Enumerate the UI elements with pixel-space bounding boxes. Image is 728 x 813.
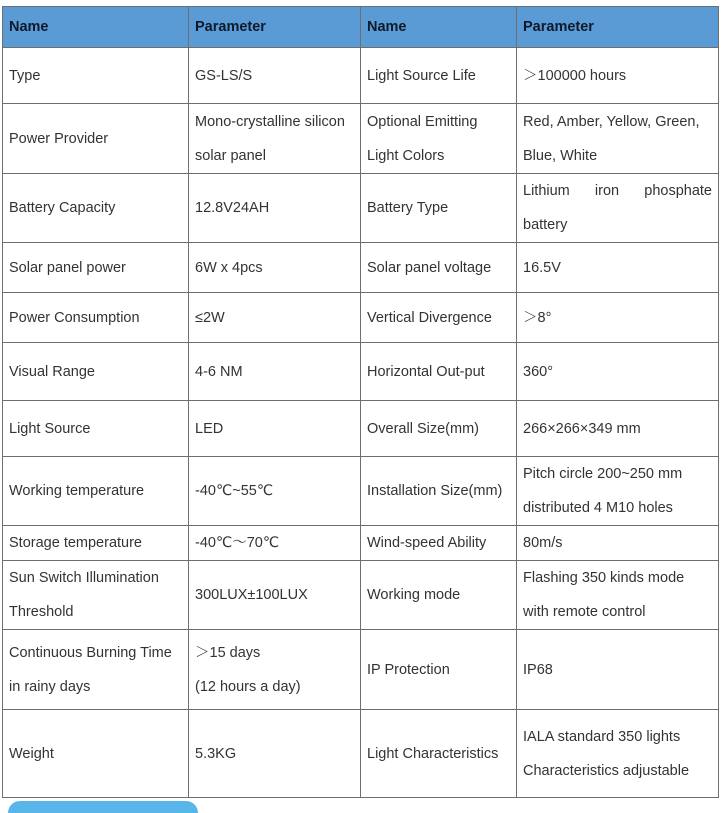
- parameter-cell-right: [517, 343, 719, 401]
- parameter-cell-left: [189, 710, 361, 798]
- table-row: [3, 174, 719, 243]
- parameter-cell-right: [517, 526, 719, 561]
- name-cell-right: [361, 174, 517, 243]
- cell-text-line: Power Provider: [9, 130, 109, 147]
- cell-text-line: Working temperature: [9, 483, 145, 499]
- cell-text-line: LED: [195, 420, 224, 437]
- cell-text-line: Mono-crystalline silicon: [195, 113, 345, 130]
- name-cell-right: [361, 104, 517, 174]
- header-parameter-1: Parameter: [189, 7, 361, 48]
- cell-text-line: solar panel: [195, 147, 266, 164]
- table-row: [3, 457, 719, 526]
- cell-text-line: Characteristics adjustable: [523, 762, 690, 779]
- cell-text-line: 5.3KG: [195, 745, 237, 762]
- name-cell-left: [3, 710, 189, 798]
- cell-text-line: battery: [523, 217, 568, 233]
- parameter-cell-right: [517, 293, 719, 343]
- cell-text-line: GS-LS/S: [195, 67, 253, 84]
- cell-text-line: Solar panel voltage: [367, 259, 492, 276]
- cell-text-line: 80m/s: [523, 535, 563, 551]
- name-cell-left: [3, 457, 189, 526]
- cell-text-line: (12 hours a day): [195, 678, 301, 695]
- cell-text-line: Pitch circle 200~250 mm: [523, 466, 683, 482]
- spec-table-body: [3, 48, 719, 798]
- cell-text-line: -40℃~55℃: [195, 483, 274, 499]
- cell-text-line: 4-6 NM: [195, 363, 243, 380]
- header-parameter-2: Parameter: [517, 7, 719, 48]
- cell-text-line: Flashing 350 kinds mode: [523, 570, 685, 586]
- cell-text-line: Overall Size(mm): [367, 420, 479, 437]
- cell-text-line: 12.8V24AH: [195, 200, 270, 216]
- cell-text-line: Light Source: [9, 420, 91, 437]
- cell-text-line: Continuous Burning Time: [9, 644, 172, 661]
- table-row: [3, 561, 719, 630]
- cell-text-line: Installation Size(mm): [367, 483, 503, 499]
- cell-text-line: Threshold: [9, 604, 74, 620]
- parameter-cell-right: [517, 710, 719, 798]
- parameter-cell-left: [189, 561, 361, 630]
- table-row: [3, 104, 719, 174]
- parameter-cell-right: [517, 630, 719, 710]
- cell-text-line: ＞100000 hours: [523, 67, 627, 84]
- name-cell-right: [361, 526, 517, 561]
- name-cell-right: [361, 293, 517, 343]
- cell-text-line: 360°: [523, 363, 553, 380]
- name-cell-right: [361, 243, 517, 293]
- cell-text-line: ＞15 days: [195, 644, 261, 661]
- cell-text-line: -40℃～70℃: [195, 535, 280, 551]
- cell-text-line: 300LUX±100LUX: [195, 587, 308, 603]
- parameter-cell-right: [517, 243, 719, 293]
- table-row: [3, 343, 719, 401]
- name-cell-left: [3, 343, 189, 401]
- parameter-cell-left: [189, 526, 361, 561]
- parameter-cell-left: [189, 293, 361, 343]
- cell-text-line: Light Colors: [367, 147, 445, 164]
- table-row: [3, 293, 719, 343]
- name-cell-right: [361, 561, 517, 630]
- header-name-2: Name: [361, 7, 517, 48]
- parameter-cell-left: [189, 174, 361, 243]
- name-cell-right: [361, 48, 517, 104]
- header-name-1: Name: [3, 7, 189, 48]
- parameter-cell-right: [517, 104, 719, 174]
- cell-text-line: Storage temperature: [9, 535, 142, 551]
- cell-text-line: Power Consumption: [9, 309, 140, 326]
- name-cell-left: [3, 561, 189, 630]
- parameter-cell-left: [189, 343, 361, 401]
- cell-text-line: Horizontal Out-put: [367, 363, 485, 380]
- cell-text-line: Red, Amber, Yellow, Green,: [523, 113, 700, 130]
- cell-text-line: Blue, White: [523, 147, 598, 164]
- name-cell-left: [3, 526, 189, 561]
- cell-text-line: Working mode: [367, 587, 461, 603]
- cell-text-line: IALA standard 350 lights: [523, 728, 681, 745]
- name-cell-left: [3, 401, 189, 457]
- parameter-cell-left: [189, 401, 361, 457]
- cell-text-line: 266×266×349 mm: [523, 420, 641, 437]
- name-cell-left: [3, 630, 189, 710]
- cell-text-line: IP Protection: [367, 661, 450, 678]
- cell-text-line: with remote control: [523, 604, 646, 620]
- name-cell-right: [361, 401, 517, 457]
- cell-text-line: Optional Emitting: [367, 113, 478, 130]
- table-row: [3, 630, 719, 710]
- header-row: [3, 7, 719, 48]
- parameter-cell-left: [189, 104, 361, 174]
- cell-text-line: Type: [9, 67, 41, 84]
- cell-text-line: IP68: [523, 661, 553, 678]
- table-row: [3, 526, 719, 561]
- bottom-tab-decoration: [8, 801, 198, 813]
- name-cell-right: [361, 710, 517, 798]
- parameter-cell-right: [517, 48, 719, 104]
- parameter-cell-right: [517, 457, 719, 526]
- cell-text-line: Battery Type: [367, 200, 449, 216]
- cell-text-line: 16.5V: [523, 259, 561, 276]
- cell-text-line: Sun Switch Illumination: [9, 570, 159, 586]
- cell-text-line: Wind-speed Ability: [367, 535, 487, 551]
- parameter-cell-right: [517, 174, 719, 243]
- cell-text-line: Solar panel power: [9, 259, 126, 276]
- name-cell-left: [3, 104, 189, 174]
- table-row: [3, 243, 719, 293]
- table-row: [3, 710, 719, 798]
- table-row: [3, 48, 719, 104]
- cell-text-line: Light Characteristics: [367, 745, 499, 762]
- name-cell-right: [361, 343, 517, 401]
- parameter-cell-left: [189, 457, 361, 526]
- parameter-cell-left: [189, 243, 361, 293]
- cell-text-line: 6W x 4pcs: [195, 259, 263, 276]
- cell-text-line: Lithium iron phosphate: [523, 183, 712, 199]
- name-cell-right: [361, 457, 517, 526]
- parameter-cell-right: [517, 401, 719, 457]
- name-cell-left: [3, 243, 189, 293]
- cell-text-line: Vertical Divergence: [367, 309, 492, 326]
- cell-text-line: Light Source Life: [367, 67, 476, 84]
- name-cell-right: [361, 630, 517, 710]
- name-cell-left: [3, 293, 189, 343]
- cell-text-line: in rainy days: [9, 678, 91, 695]
- cell-text-line: ＞8°: [523, 309, 552, 326]
- spec-table: [2, 6, 719, 798]
- name-cell-left: [3, 174, 189, 243]
- cell-text-line: ≤2W: [195, 309, 225, 326]
- cell-text-line: Visual Range: [9, 363, 95, 380]
- cell-text-line: Battery Capacity: [9, 200, 116, 216]
- cell-text-line: Weight: [9, 745, 54, 762]
- parameter-cell-right: [517, 561, 719, 630]
- cell-text-line: distributed 4 M10 holes: [523, 500, 673, 516]
- table-row: [3, 401, 719, 457]
- parameter-cell-left: [189, 48, 361, 104]
- name-cell-left: [3, 48, 189, 104]
- parameter-cell-left: [189, 630, 361, 710]
